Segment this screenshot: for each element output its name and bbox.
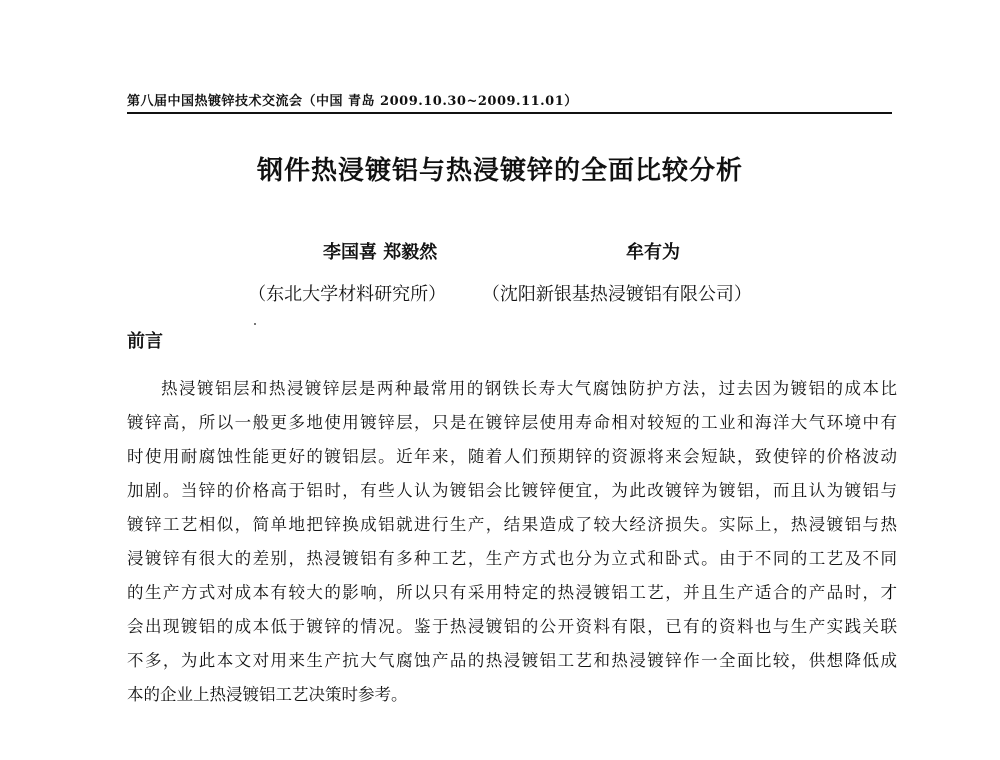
paragraph-line: 镀锌高，所以一般更多地使用镀锌层，只是在镀锌层使用寿命相对较短的工业和海洋大气环境中有 [127, 413, 897, 432]
paragraph [127, 372, 897, 760]
paragraph-line: 浸镀锌有很大的差别，热浸镀铝有多种工艺，生产方式也分为立式和卧式。由于不同的工艺及不同 [127, 549, 897, 568]
paragraph-line: 本的企业上热浸镀铝工艺决策时参考。 [127, 685, 408, 704]
paper-title: 钢件热浸镀铝与热浸镀锌的全面比较分析 [256, 156, 743, 186]
paragraph-line: 镀锌工艺相似，简单地把锌换成铝就进行生产，结果造成了较大经济损失。实际上，热浸镀铝与热 [127, 515, 897, 534]
authors-group-2: 牟有为 [626, 242, 680, 263]
paragraph-line: 的生产方式对成本有较大的影响，所以只有采用特定的热浸镀铝工艺，并且生产适合的产品时，才 [127, 583, 897, 602]
header-rule [127, 112, 892, 114]
affiliation-2: （沈阳新银基热浸镀铝有限公司） [481, 284, 752, 305]
paragraph-line: 不多，为此本文对用来生产抗大气腐蚀产品的热浸镀铝工艺和热浸镀锌作一全面比较，供想降低成 [127, 651, 897, 670]
paragraph-line: 时使用耐腐蚀性能更好的镀铝层。近年来，随着人们预期锌的资源将来会短缺，致使锌的价格波动 [127, 447, 897, 466]
scan-speck [254, 323, 256, 325]
authors-group-1: 李国喜 郑毅然 [323, 242, 438, 263]
paragraph-line: 会出现镀铝的成本低于镀锌的情况。鉴于热浸镀铝的公开资料有限，已有的资料也与生产实践关联 [127, 617, 897, 636]
conference-header: 第八届中国热镀锌技术交流会（中国 青岛 2009.10.30~2009.11.01） [127, 94, 578, 109]
paragraph-line: 热浸镀铝层和热浸镀锌层是两种最常用的钢铁长寿大气腐蚀防护方法，过去因为镀铝的成本比 [161, 379, 897, 398]
section-heading: 前言 [127, 331, 163, 352]
paragraph-line: 加剧。当锌的价格高于铝时，有些人认为镀铝会比镀锌便宜，为此改镀锌为镀铝，而且认为镀铝与 [127, 481, 897, 500]
affiliations [0, 280, 1000, 306]
affiliation-1: （东北大学材料研究所） [248, 284, 447, 305]
